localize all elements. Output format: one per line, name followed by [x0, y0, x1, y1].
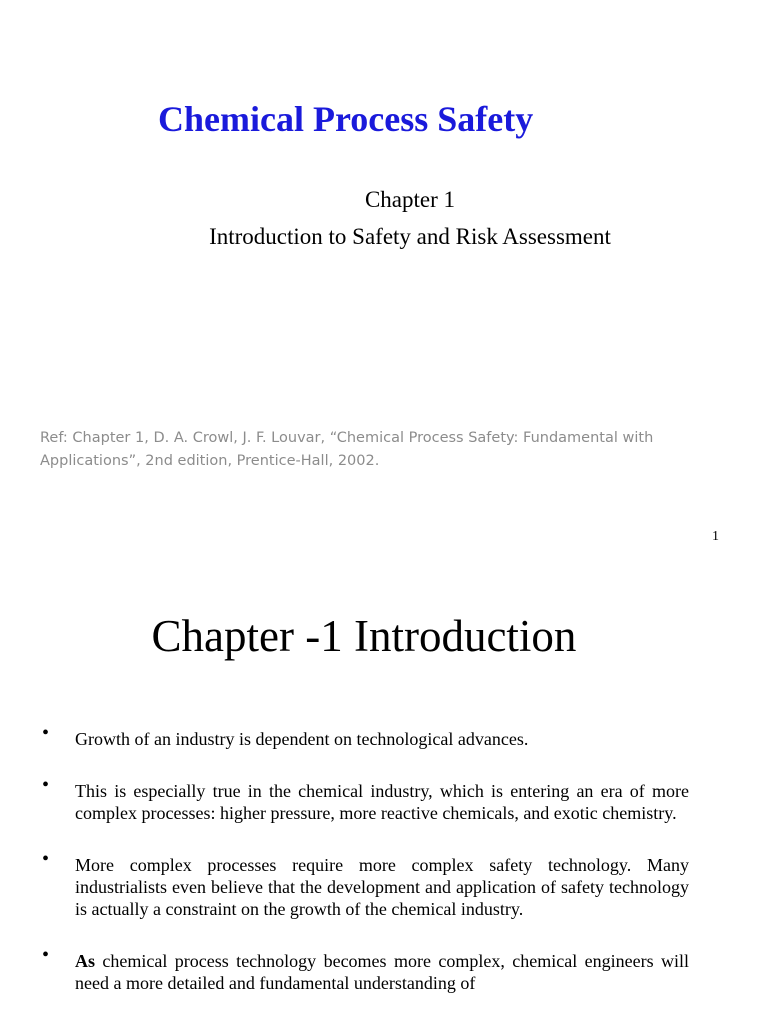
- bullet-item: [0, 848, 689, 920]
- bullet-text: Growth of an industry is dependent on technological advances.: [75, 729, 529, 749]
- bullet-item: [0, 722, 689, 750]
- page-title: Chemical Process Safety: [158, 99, 534, 139]
- reference-citation: Ref: Chapter 1, D. A. Crowl, J. F. Louvar, “Chemical Process Safety: Fundamental with Applications”, 2nd edition, Prentice-Hall, 2002.: [40, 430, 654, 469]
- bullet-icon: •: [42, 774, 50, 796]
- chapter-subtitle: Introduction to Safety and Risk Assessment: [209, 224, 611, 249]
- bullet-text: chemical process technology becomes more complex, chemical engineers will need a more detailed and fundamental understanding of: [75, 951, 689, 993]
- bullet-icon: •: [42, 722, 50, 744]
- bullet-icon: •: [42, 848, 50, 870]
- bullet-text: This is especially true in the chemical industry, which is entering an era of more complex processes: higher pressure, more reactive chemicals, and exotic chemistry.: [75, 781, 689, 823]
- bullet-icon: •: [42, 944, 50, 966]
- page-number: 1: [712, 529, 719, 544]
- bullet-lead-word: As: [75, 951, 96, 971]
- bullet-list: [0, 722, 768, 1024]
- slide-2: [0, 576, 768, 1024]
- bullet-item: [0, 944, 689, 994]
- slide-title: Chapter -1 Introduction: [151, 611, 577, 661]
- chapter-label: Chapter 1: [364, 187, 456, 212]
- bullet-item: [0, 774, 689, 824]
- bullet-text: More complex processes require more complex safety technology. Many industrialists even believe that the development and application of safety technology is actually a constraint on the growth of the chemical industry.: [75, 855, 689, 919]
